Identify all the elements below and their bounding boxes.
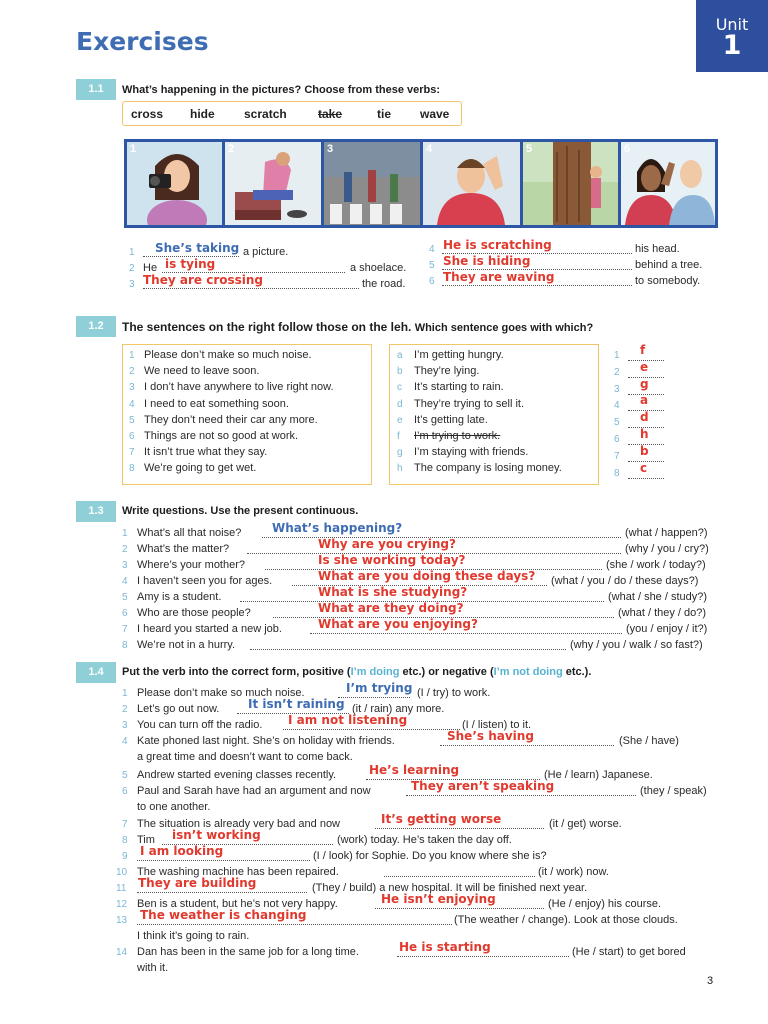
item-number: 9 [122,851,128,862]
question-context: What’s the matter? [137,543,230,555]
item-number: 7 [122,819,128,830]
question-answer: What are they doing? [318,601,464,615]
sentence-start: He [143,262,158,274]
exercise-1-2-heading-sub: Which sentence goes with which? [414,322,594,334]
right-sentence: It’s starting to rain. [414,381,504,393]
item-number: 3 [129,382,135,393]
item-number: 1 [129,247,135,258]
left-sentence: We’re going to get wet. [144,462,257,474]
heading-positive-example: I’m doing [350,666,400,678]
question-cue: (she / work / today?) [606,559,706,571]
sentence-end: (I / try) to work. [417,687,491,699]
question-cue: (what / they / do?) [618,607,707,619]
answer-line [375,828,544,829]
item-number: 2 [122,704,128,715]
item-number: 5 [429,260,435,271]
unit-tab [696,0,768,72]
sentence-end: to somebody. [635,275,701,287]
item-number: 13 [116,915,128,926]
picture-number: 6 [624,143,631,155]
verb-box [122,101,462,126]
answer-1-1-1: She’s taking [155,241,240,255]
sentence-end: a shoelace. [350,262,407,274]
item-letter: f [397,431,400,442]
verb-answer: She’s having [447,729,534,743]
item-number: 6 [122,608,128,619]
answer-1-1-3: They are crossing [143,273,264,287]
picture-number: 4 [426,143,433,155]
verb-answer: I am not listening [288,713,408,727]
verb-take: take [318,107,343,121]
answer-line [375,908,544,909]
question-context: Who are those people? [137,607,251,619]
sentence-continuation: a great time and doesn’t want to come back. [137,751,353,763]
item-number: 7 [129,447,135,458]
match-answer: e [640,360,649,374]
exercise-1-2-heading-main: The sentences on the right follow those on the leh. [122,320,412,334]
question-context: We’re not in a hurry. [137,639,236,651]
exercise-1-1-heading: What’s happening in the pictures? Choose from these verbs: [122,84,441,96]
answer-1-1-2: is tying [165,257,216,271]
scratching-head-illustration [423,142,520,225]
exercise-1-4-badge: 1.4 [76,662,116,683]
item-number: 12 [116,899,128,910]
right-sentence: They’re trying to sell it. [414,398,525,410]
sentence-end: a picture. [243,246,289,258]
answer-line [137,860,310,861]
right-sentence: I’m staying with friends. [414,446,529,458]
verb-scratch: scratch [244,107,287,121]
answer-line [440,745,614,746]
question-answer: What are you doing these days? [318,569,536,583]
item-number: 11 [116,883,127,894]
sentence-end: (He / enjoy) his course. [548,898,662,910]
answer-number: 6 [614,434,620,445]
heading-part: Put the verb into the correct form, positive ( [122,666,351,678]
sentence-end: (He / learn) Japanese. [544,769,653,781]
picture-4 [423,142,520,225]
right-sentence: I’m getting hungry. [414,349,504,361]
item-number: 2 [129,263,135,274]
answer-line [628,478,664,479]
item-number: 6 [129,431,135,442]
verb-answer: They are building [138,876,257,890]
question-context: What’s all that noise? [137,527,242,539]
question-answer: Why are you crying? [318,537,456,551]
match-answer: h [640,427,649,441]
item-number: 2 [122,544,128,555]
left-sentence: Things are not so good at work. [144,430,299,442]
sentence-start: The washing machine has been repaired. [137,866,339,878]
sentence-start: The situation is already very bad and now [137,818,341,830]
item-letter: a [397,350,403,361]
item-number: 3 [122,720,128,731]
picture-strip [124,139,718,228]
verb-answer: He’s learning [369,763,460,777]
verb-hide: hide [190,107,215,121]
item-number: 8 [122,835,128,846]
item-number: 8 [122,640,128,651]
sentence-end: (they / speak) [640,785,707,797]
question-answer: Is she working today? [318,553,466,567]
photographer-illustration [127,142,222,225]
match-answer: g [640,377,649,391]
question-cue: (what / she / study?) [608,591,708,603]
heading-part: etc.) or negative ( [399,666,494,678]
question-context: Where’s your mother? [137,559,246,571]
item-number: 6 [429,276,435,287]
picture-2 [225,142,321,225]
item-number: 1 [129,350,135,361]
picture-1 [127,142,222,225]
item-letter: h [397,463,403,474]
picture-number: 3 [327,143,334,155]
question-answer: What are you enjoying? [318,617,478,631]
match-answer: a [640,393,649,407]
answer-number: 7 [614,451,620,462]
sentence-start: Let’s go out now. [137,703,220,715]
exercise-1-3-heading: Write questions. Use the present continuous. [122,505,359,517]
question-answer: What is she studying? [318,585,468,599]
left-sentence: They don’t need their car any more. [144,414,318,426]
sentence-end: (He / start) to get bored [572,946,686,958]
page-number: 3 [707,975,714,987]
question-context: I haven’t seen you for ages. [137,575,273,587]
question-answer: What’s happening? [272,521,403,535]
item-number: 7 [122,624,128,635]
sentence-end: his head. [635,243,680,255]
item-letter: d [397,399,403,410]
verb-cross: cross [131,107,164,121]
question-cue: (what / you / do / these days?) [551,575,699,587]
question-context: Amy is a student. [137,591,222,603]
item-number: 1 [122,688,128,699]
exercise-1-3-badge: 1.3 [76,501,116,522]
answer-line [338,697,410,698]
picture-number: 5 [526,143,533,155]
answer-number: 2 [614,367,620,378]
sentence-end: (it / get) worse. [549,818,622,830]
sentence-end: the road. [362,278,406,290]
item-number: 3 [122,560,128,571]
right-sentence: The company is losing money. [414,462,562,474]
answer-1-1-6: They are waving [443,270,555,284]
question-cue: (why / you / walk / so fast?) [570,639,703,651]
exercise-1-1-badge: 1.1 [76,79,116,100]
sentence-start: Paul and Sarah have had an argument and now [137,785,371,797]
left-sentence: We need to leave soon. [144,365,260,377]
sentence-end: (it / work) now. [538,866,609,878]
unit-label: Unit [715,15,749,34]
answer-1-1-4: He is scratching [443,238,552,252]
exercise-1-2-heading [122,320,593,334]
verb-answer: The weather is changing [140,908,307,922]
item-number: 5 [122,770,128,781]
answer-line [137,892,307,893]
picture-number: 1 [130,143,137,155]
right-sentence: They’re lying. [414,365,480,377]
left-sentence: I don’t have anywhere to live right now. [144,381,334,393]
shoelace-illustration [225,142,321,225]
item-number: 4 [429,244,435,255]
item-number: 3 [129,279,135,290]
answer-number: 1 [614,350,620,361]
sentence-start: Dan has been in the same job for a long time. [137,946,359,958]
sentence-end: (I / look) for Sophie. Do you know where she is? [313,850,547,862]
sentence-end: behind a tree. [635,259,703,271]
exercise-1-2-badge: 1.2 [76,316,116,337]
picture-5 [523,142,618,225]
unit-number: 1 [722,30,742,61]
waving-illustration [621,142,715,225]
sentence-start: You can turn off the radio. [137,719,263,731]
verb-answer: isn’t working [172,828,261,842]
picture-3 [324,142,420,225]
verb-answer: I am looking [140,844,224,858]
item-letter: g [397,447,403,458]
item-number: 4 [122,736,128,747]
verb-answer: He isn’t enjoying [381,892,496,906]
sentence-end: (The weather / change). Look at those clouds. [454,914,678,926]
answer-line [384,876,535,877]
answer-number: 3 [614,384,620,395]
item-number: 5 [129,415,135,426]
answer-line [250,649,566,650]
answer-line [397,956,569,957]
match-answer: d [640,410,649,424]
sentence-start: Tim [137,834,155,846]
answer-number: 4 [614,400,620,411]
item-number: 1 [122,528,128,539]
sentence-continuation: to one another. [137,801,211,813]
left-sentence: It isn’t true what they say. [144,446,268,458]
item-letter: c [397,382,402,393]
sentence-end: (work) today. He’s taken the day off. [337,834,512,846]
verb-answer: They aren’t speaking [411,779,555,793]
item-number: 6 [122,786,128,797]
match-answer: f [640,343,646,357]
sentence-end: (She / have) [619,735,679,747]
question-cue: (why / you / cry?) [625,543,709,555]
item-number: 4 [129,399,135,410]
answer-number: 8 [614,468,620,479]
answer-line [137,924,452,925]
right-sentence: It’s getting late. [414,414,488,426]
item-number: 8 [129,463,135,474]
answer-line [143,288,359,289]
answer-line [406,795,636,796]
sentence-end: (I / listen) to it. [462,719,532,731]
verb-answer: He is starting [399,940,491,954]
answer-line [283,729,460,730]
question-cue: (you / enjoy / it?) [626,623,708,635]
item-number: 4 [122,576,128,587]
picture-number: 2 [228,143,235,155]
sentence-end: (They / build) a new hospital. It will be finished next year. [312,882,588,894]
item-letter: e [397,415,403,426]
sentence-start: Kate phoned last night. She’s on holiday with friends. [137,735,395,747]
question-cue: (what / happen?) [625,527,708,539]
match-answer: c [640,461,648,475]
left-sentence: I need to eat something soon. [144,398,289,410]
item-number: 10 [116,867,128,878]
sentence-end: (it / rain) any more. [352,703,445,715]
item-letter: b [397,366,403,377]
match-answer: b [640,444,649,458]
heading-negative-example: I’m not doing [493,666,563,678]
item-number: 2 [129,366,135,377]
verb-answer: It isn’t raining [248,697,345,711]
item-number: 14 [116,947,128,958]
heading-part: etc.). [562,666,592,678]
page-title: Exercises [76,27,209,56]
question-context: I heard you started a new job. [137,623,282,635]
answer-line [442,285,632,286]
answer-number: 5 [614,417,620,428]
verb-answer: It’s getting worse [381,812,502,826]
sentence-continuation: I think it’s going to rain. [137,930,250,942]
answer-1-1-5: She is hiding [443,254,531,268]
sentence-continuation: with it. [137,962,169,974]
answer-line [310,633,622,634]
right-sentence: I’m trying to work. [414,430,501,442]
left-sentence: Please don’t make so much noise. [144,349,312,361]
sentence-start: Andrew started evening classes recently. [137,769,337,781]
exercise-1-4-heading [122,666,591,678]
verb-wave: wave [420,107,450,121]
sentence-start: Ben is a student, but he’s not very happy. [137,898,338,910]
sentence-start: Please don’t make so much noise. [137,687,305,699]
verb-tie: tie [377,107,392,121]
crossing-illustration [324,142,420,225]
item-number: 5 [122,592,128,603]
hiding-illustration [523,142,618,225]
verb-answer: I’m trying [346,681,413,695]
picture-6 [621,142,715,225]
